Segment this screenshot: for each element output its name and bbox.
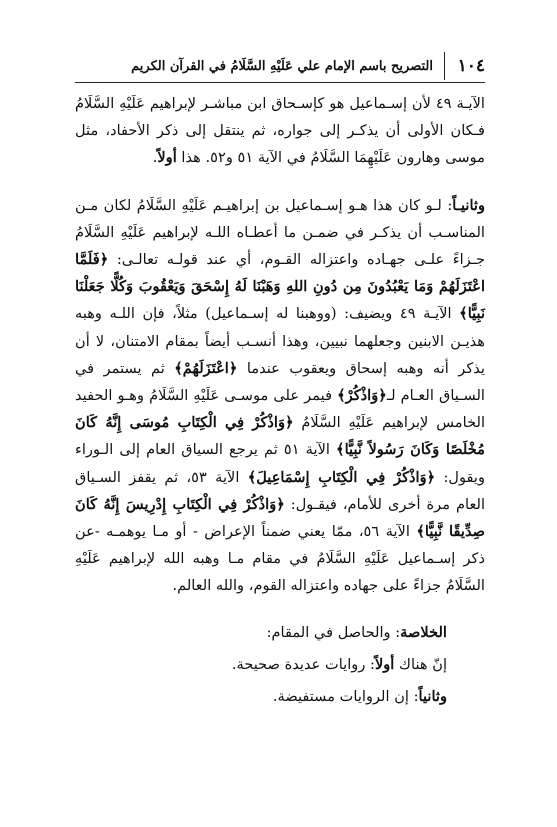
bold-term: أولاً	[374, 655, 395, 673]
text-run: : لـو كان هذا هـو إسـماعيل بن إبراهيـم عَلَيْهِ السَّلَامُ لكان مـن المناسـب أن يذكـر في ضمـن ما أعطـاه اللـه لإبراهيم عَلَيْهِ السَّلَامُ جـزاءً علـى جهـاده واعتزاله القـوم، أي عند قولـه تعالـى:	[75, 196, 485, 269]
running-title: التصريح باسم الإمام علي عَلَيْهِ السَّلَامُ في القرآن الكريم	[131, 59, 433, 74]
bold-term: وثانياً	[418, 687, 447, 705]
bold-term: وثانيـاً	[452, 196, 485, 214]
text-run: فيمر على موسـى عَلَيْهِ السَّلَامُ وهـو الحفيد الخامس لإبراهيم عَلَيْهِ السَّلَامُ	[75, 387, 485, 432]
bold-term: الخلاصة	[400, 623, 447, 641]
summary-line-3	[75, 682, 485, 712]
text-run: الآية ٥٣، ثم يقفز السـياق العام مرة أخرى للأمام، فيقـول:	[75, 468, 485, 513]
bold-term: أولاً	[157, 149, 177, 167]
summary-block	[75, 618, 485, 712]
text-run: إنّ هناك	[394, 655, 447, 673]
quran-verse: ﴿فَلَمَّا اعْتَزَلَهُمْ وَمَا يَعْبُدُونَ مِن دُونِ اللهِ وَهَبْنَا لَهُ إِسْحَقَ وَيَعْقُوبَ وَكُلًّا جَعَلْنَا نَبِيًّا﴾	[75, 251, 486, 323]
text-run: الآيـة ٤٩ لأن إسـماعيل هو كإسـحاق ابن مباشـر لإبراهيم عَلَيْهِ السَّلَامُ فـكان الأولى أن يذكـر إلى جواره، ثم ينتقل إلى ذكر الأحفاد، مثل موسى وهارون عَلَيْهِمَا السَّلَامُ في الآية ٥١ و٥٢. هذا	[75, 95, 485, 167]
text-run: .	[152, 149, 158, 167]
quran-verse: ﴿وَاذْكُرْ فِي الْكِتَابِ مُوسَى إِنَّهُ كَانَ مُخْلَصًا وَكَانَ رَسُولاً نَّبِيًّا﴾	[75, 414, 485, 459]
text-run: الآية ٥١ ثم يرجع السياق العام إلى الـوراء ويقول:	[75, 441, 485, 486]
text-run: الآية ٥٦، ممّا يعني ضمناً الإعراض - أو مـا يوهمـه -عن ذكر إسـماعيل عَلَيْهِ السَّلَامُ في مقام مـا وهبه الله لإبراهيم عَلَيْهِ السَّلَامُ جزاءً على جهاده واعتزاله القوم، والله العالم.	[75, 523, 485, 595]
quran-verse: ﴿وَاذْكُرْ فِي الْكِتَابِ إِسْمَاعِيلَ﴾	[247, 468, 436, 486]
paragraph-gap	[75, 172, 485, 192]
page-header	[75, 50, 485, 83]
text-run: الآيـة ٤٩ ويضيف: (ووهبنا له إسـماعيل) مثلاً، فإن اللـه وهبه هذيـن الابنين وجعلهما نبيين، وهذا أنسـب أيضاً بمقام الامتنان، لا أن يذكر أنه وهبه إسحاق ويعقوب عندما	[75, 305, 485, 377]
summary-line-2	[75, 650, 485, 680]
quran-verse: ﴿وَاذْكُرْ فِي الْكِتَابِ إِدْرِيسَ إِنَّهُ كَانَ صِدِّيقًا نَّبِيًّا﴾	[75, 495, 485, 541]
text-run: : إن الروايات مستفيضة.	[272, 687, 419, 705]
quran-verse: ﴿اعْتَزَلَهُمْ﴾	[174, 359, 238, 377]
summary-line-1	[75, 618, 485, 648]
paragraph-2	[75, 192, 485, 600]
text-run: ثم يستمر في السـياق العـام لـ	[75, 359, 485, 405]
page-number: ١٠٤	[457, 56, 485, 76]
header-divider	[444, 52, 446, 80]
text-run: : روايات عديدة صحيحة.	[231, 655, 375, 673]
paragraph-1	[75, 90, 485, 172]
quran-verse: ﴿وَاذْكُرْ﴾	[337, 387, 387, 405]
page-body	[75, 90, 485, 714]
text-run: : والحاصل في المقام:	[266, 623, 401, 641]
